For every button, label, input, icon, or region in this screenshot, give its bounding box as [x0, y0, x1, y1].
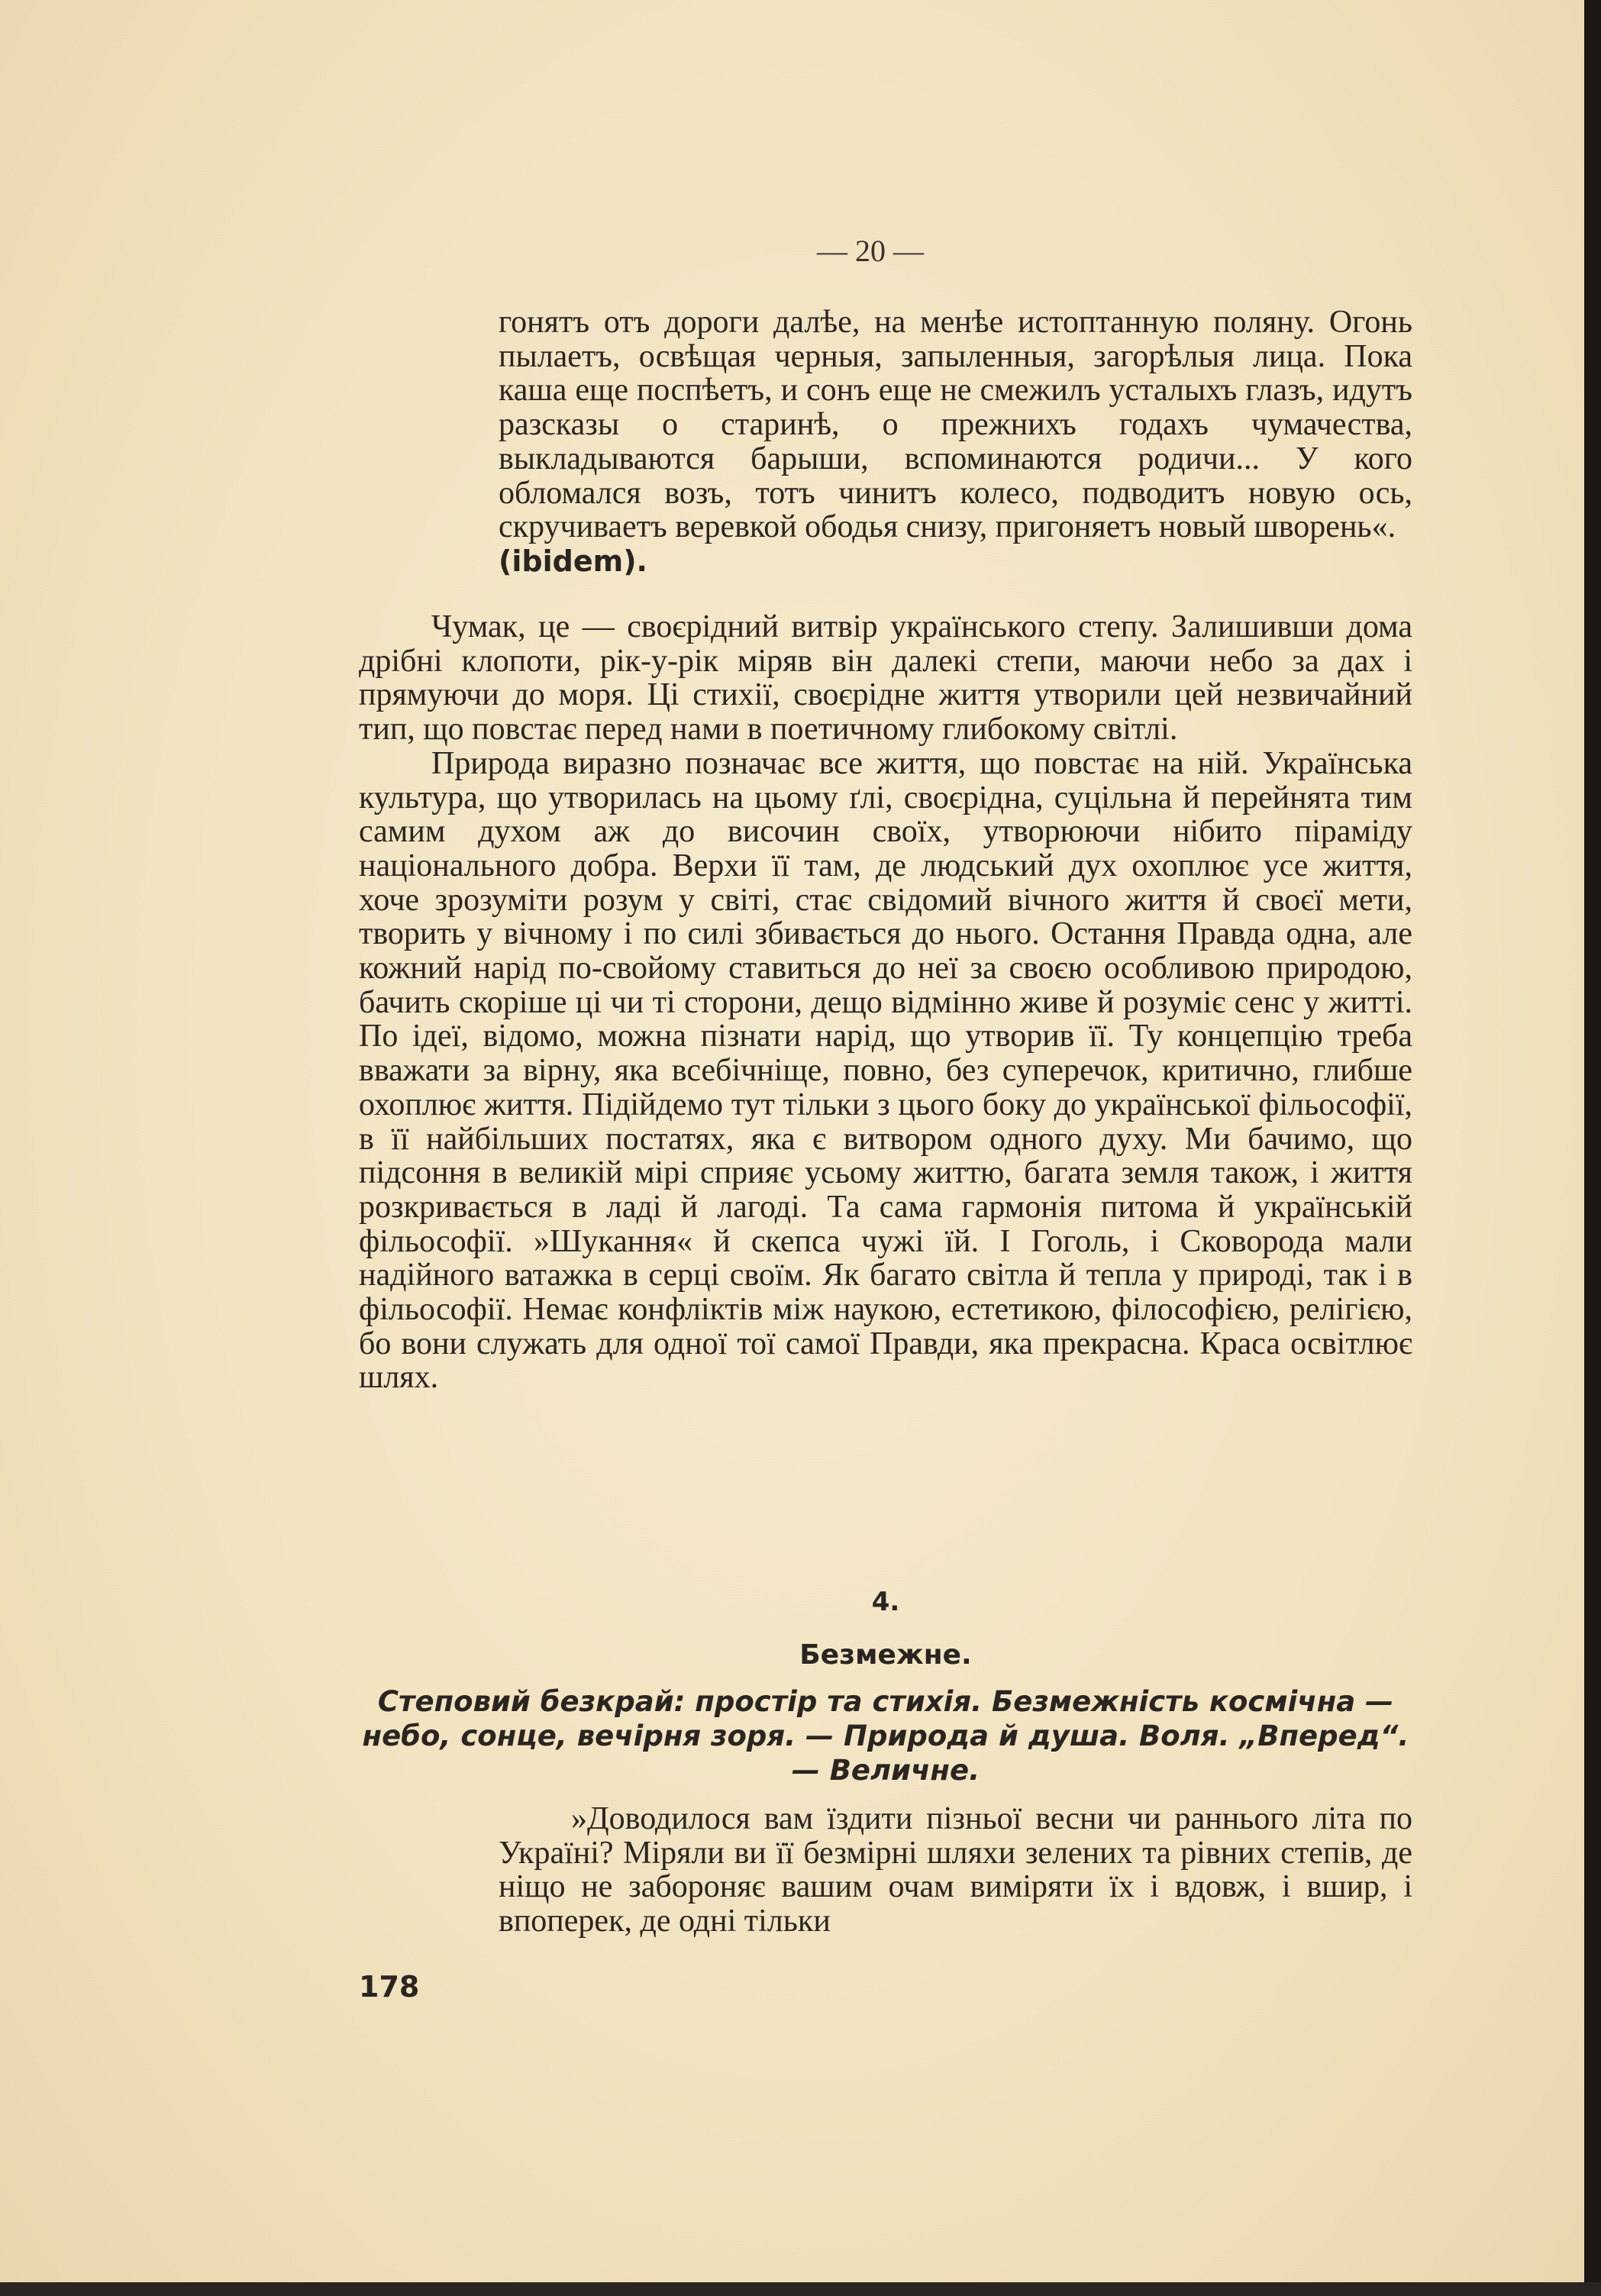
section-summary: Степовий безкрай: простір та стихія. Безмежність космічна — небо, сонце, вечірня зоря. — Природа й душа. Воля. „Вперед“. — Величне. — [362, 1685, 1409, 1787]
page-number: — 20 — — [817, 234, 924, 268]
page-bottom-edge — [0, 2282, 1601, 2296]
paragraph: Чумак, це — своєрідний витвір українського степу. Залишивши дома дрібні клопоти, рік-у-рік міряв він далекі степи, маючи небо за дах і прямуючи до моря. Ці стихії, своєрідне життя утворили цей незвичайний тип, що повстає перед нами в поетичному глибокому світлі. — [359, 609, 1412, 748]
page-binding-edge — [1584, 0, 1601, 2296]
folio-number: 178 — [359, 1970, 420, 2004]
section-title: Безмежне. — [799, 1639, 972, 1671]
quoted-passage — [499, 305, 1412, 579]
paragraph: »Доводилося вам їздити пізньої весни чи раннього літа по Україні? Міряли ви її безмірні шляхи зелених та рівних степів, де ніщо не забороняє вашим очам виміряти їх і вдовж, і вшир, і впоперек, де одні тільки — [499, 1801, 1412, 1939]
main-text — [359, 610, 1412, 1395]
quote-source: (ibidem). — [499, 544, 647, 578]
section-opening-quote — [499, 1802, 1412, 1939]
section-number: 4. — [871, 1587, 900, 1617]
paragraph: Природа виразно позначає все життя, що повстає на ній. Українська культура, що утворилась на цьому ґлі, своєрідна, суцільна й перейнята тим самим духом аж до височин своїх, утворюючи нібито піраміду національного добра. Верхи її там, де людський дух охоплює усе життя, хоче зрозуміти розум у світі, стає свідомий вічного життя й своєї мети, творить у вічному і по силі збивається до нього. Остання Правда одна, але кожний нарід по-свойому ставиться до неї за своєю особливою природою, бачить скоріше ці чи ті сторони, дещо відмінно живе й розуміє сенс у житті. По ідеї, відомо, можна пізнати нарід, що утворив її. Ту концепцію треба вважати за вірну, яка всебічніще, повно, без суперечок, критично, глибше охоплює життя. Підійдемо тут тільки з цього боку до української фільософії, в її найбільших постатях, яка є витвором одного духу. Ми бачимо, що підсоння в великій мірі сприяє усьому життю, багата земля також, і життя розкривається в ладі й лагоді. Та сама гармонія питома й українській фільософії. »Шукання« й скепса чужі їй. І Гоголь, і Сковорода мали надійного ватажка в серці своїм. Як багато світла й тепла у природі, так і в фільософії. Немає конфліктів між наукою, естетикою, філософією, релігією, бо вони служать для одної тої самої Правди, яка прекрасна. Краса освітлює шлях. — [359, 745, 1412, 1396]
quote-text: гонятъ отъ дороги далѣе, на менѣе истоптанную поляну. Огонь пылаетъ, освѣщая черныя, запыленныя, загорѣлыя лица. Пока каша еще поспѣетъ, и сонъ еще не смежилъ усталыхъ глазъ, идутъ разсказы о старинѣ, о прежнихъ годахъ чумачества, выкладываются барыши, вспоминаются родичи... У кого обломался возъ, тотъ чинитъ колесо, подводитъ новую ось, скручиваетъ веревкой ободья снизу, пригоняетъ новый шворень«. — [499, 305, 1412, 545]
